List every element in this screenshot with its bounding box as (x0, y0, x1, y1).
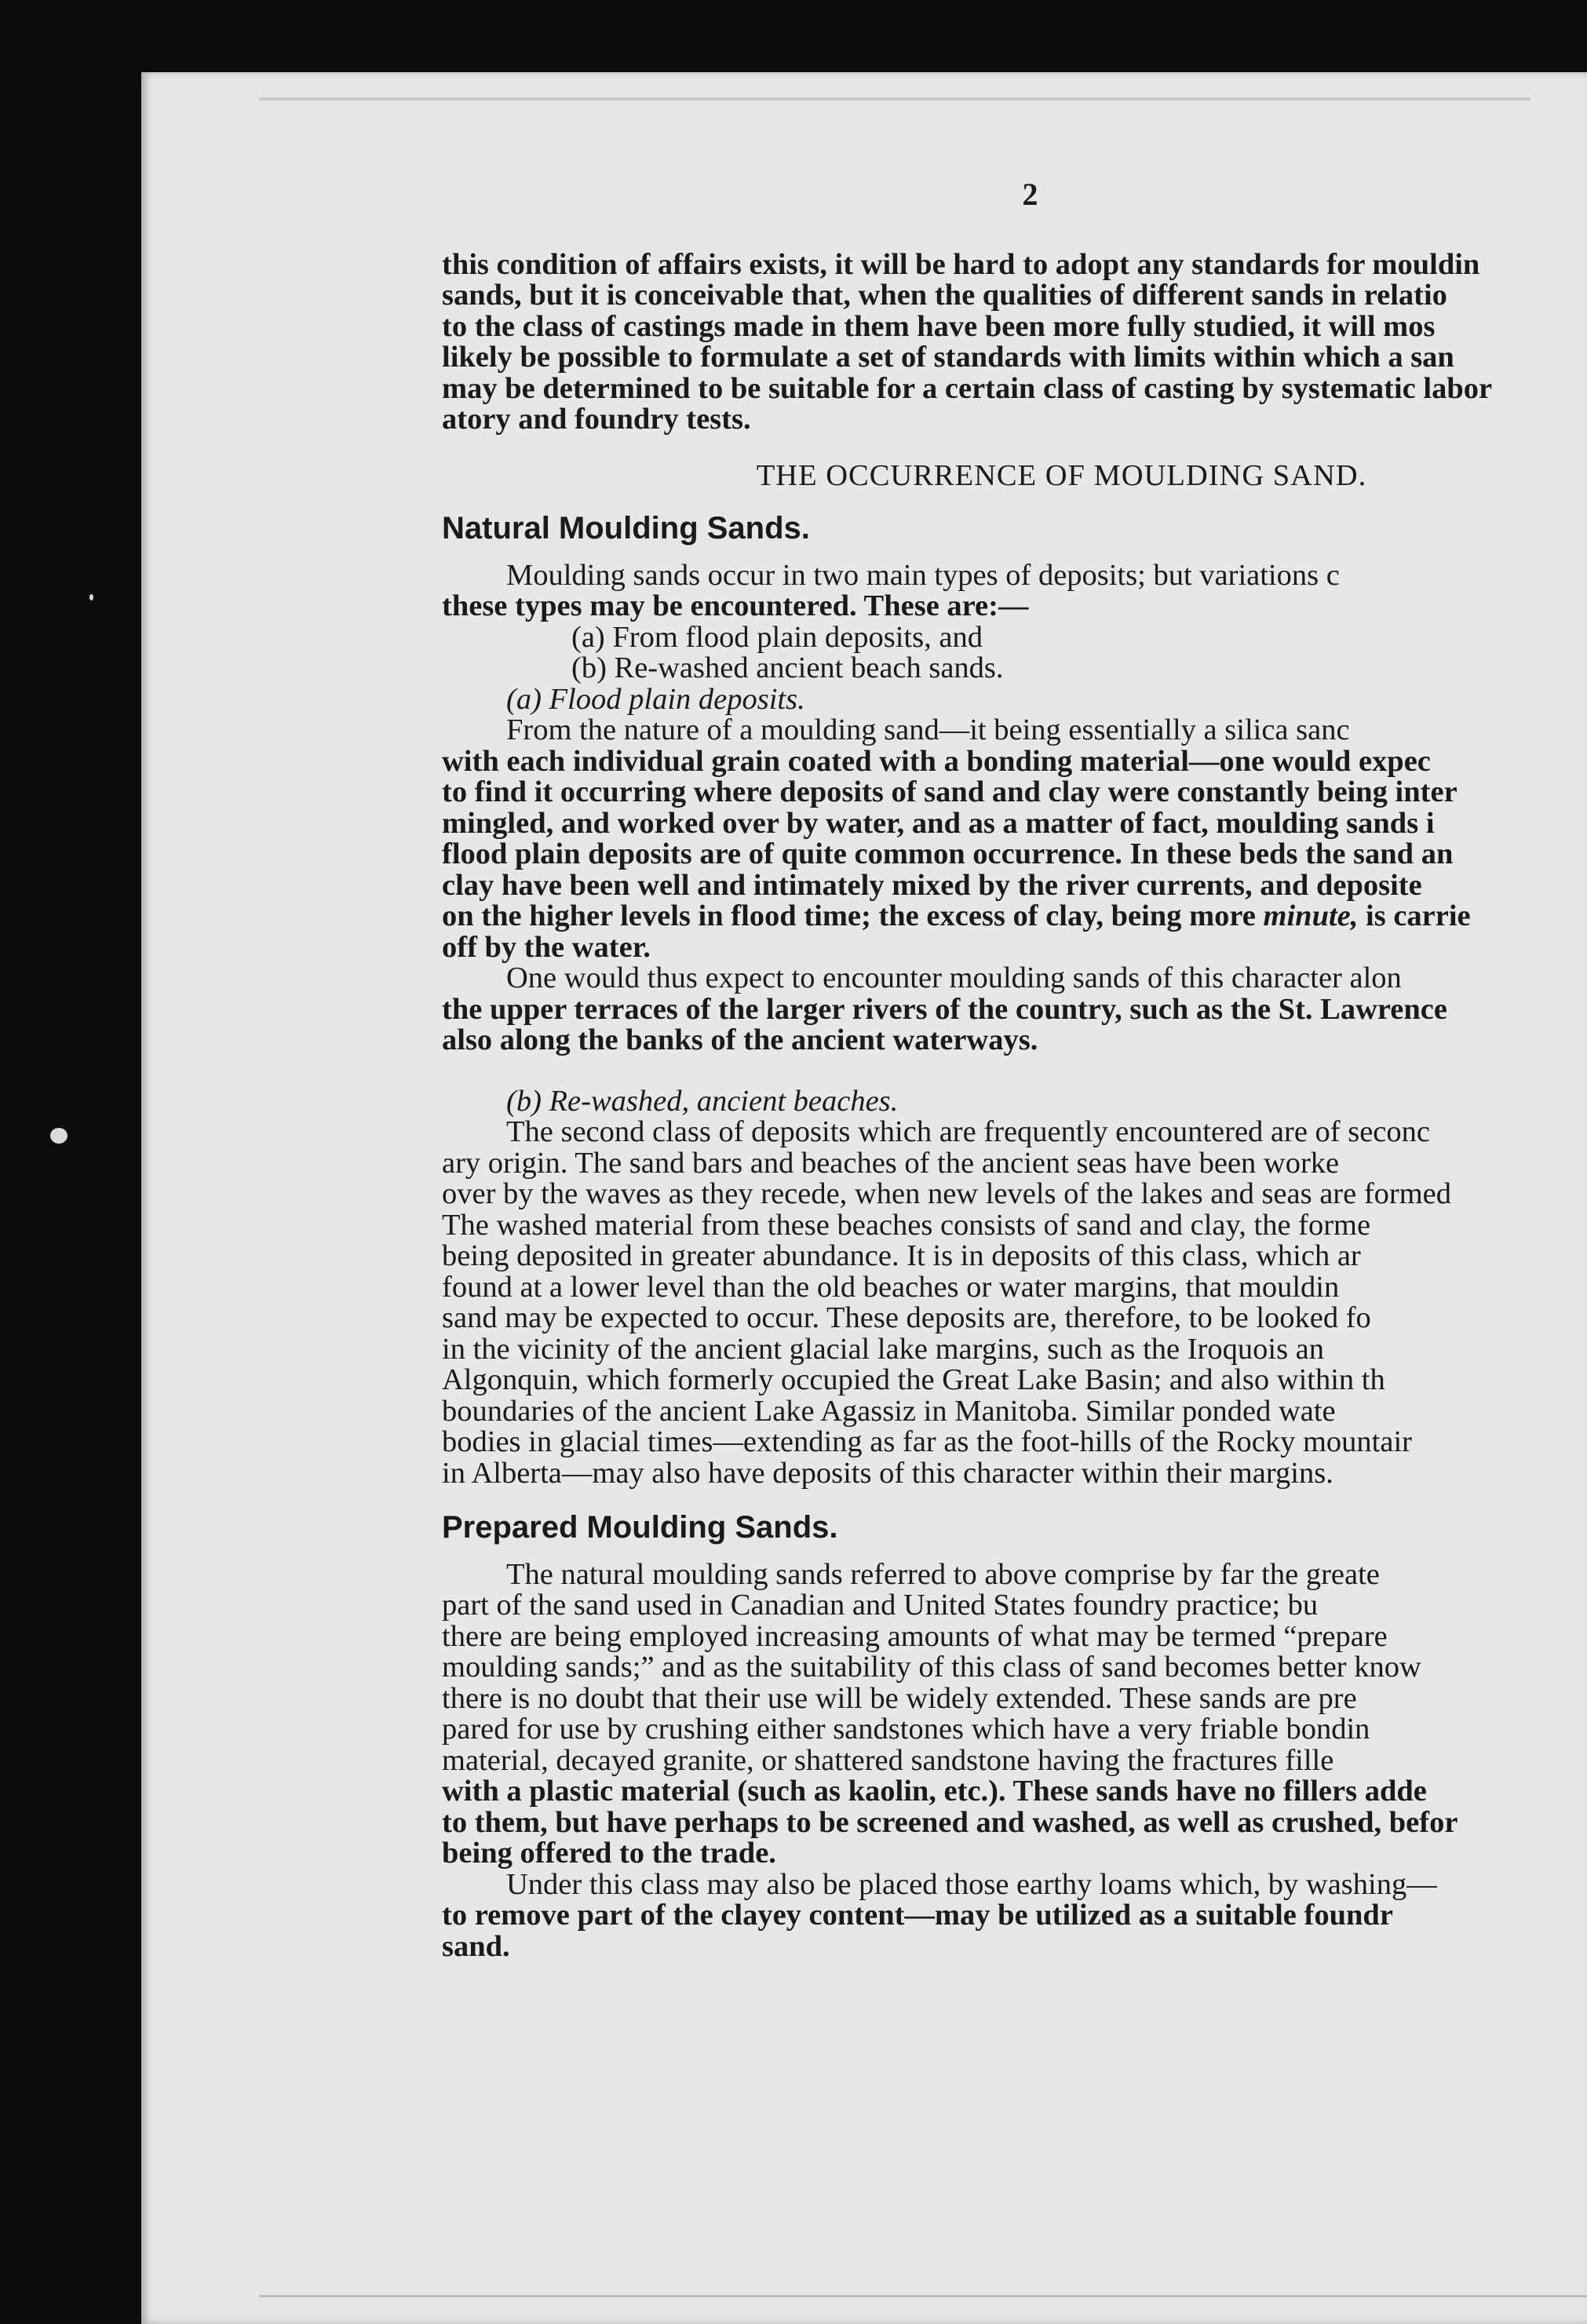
paragraph-line: to find it occurring where deposits of sand and clay were constantly being inter (442, 775, 1457, 808)
paragraph-line: being offered to the trade. (442, 1837, 776, 1870)
subheading-b (442, 1086, 1587, 1118)
heading-prepared-moulding-sands: Prepared Moulding Sands. (442, 1510, 838, 1545)
prepared-paragraph-1 (442, 1557, 1587, 1870)
document-body (442, 179, 1587, 1962)
paragraph-line: the upper terraces of the larger rivers of the country, such as the St. Lawrence (442, 992, 1447, 1026)
intro-line: atory and foundry tests. (442, 403, 751, 436)
flood-plain-paragraph (442, 715, 1587, 1056)
paragraph-line: From the nature of a moulding sand—it being essentially a silica sanc (506, 713, 1350, 746)
spacer (442, 1056, 1587, 1086)
margin-speck-small (89, 594, 93, 600)
paragraph-line: Moulding sands occur in two main types of deposits; but variations c (506, 558, 1340, 592)
emphasis-word: minute, (1263, 899, 1359, 932)
paragraph-line: Under this class may also be placed those earthy loams which, by washing— (506, 1867, 1437, 1901)
paragraph-line: One would thus expect to encounter moulding sands of this character alon (506, 961, 1402, 994)
spacer (442, 1489, 1587, 1512)
paragraph-line: on the higher levels in flood time; the excess of clay, being more minute, is carrie (442, 899, 1471, 932)
natural-intro-paragraph (442, 560, 1587, 716)
paragraph-line: The washed material from these beaches consists of sand and clay, the forme (442, 1208, 1371, 1242)
paragraph-line: being deposited in greater abundance. It is in deposits of this class, which ar (442, 1239, 1361, 1272)
paragraph-line: The second class of deposits which are frequently encountered are of seconc (506, 1115, 1430, 1148)
paragraph-line: found at a lower level than the old beaches or water margins, that mouldin (442, 1270, 1340, 1304)
paragraph-line: with a plastic material (such as kaolin, etc.). These sands have no fillers adde (442, 1775, 1427, 1808)
heading-natural-moulding-sands: Natural Moulding Sands. (442, 511, 810, 545)
paragraph-line: Algonquin, which formerly occupied the Great Lake Basin; and also within th (442, 1363, 1385, 1396)
paragraph-line: in the vicinity of the ancient glacial lake margins, such as the Iroquois an (442, 1332, 1325, 1366)
list-item: (b) Re-washed ancient beach sands. (571, 651, 1004, 684)
page-number: 2 (1022, 179, 1038, 212)
intro-line: this condition of affairs exists, it will be hard to adopt any standards for mouldin (442, 247, 1480, 281)
page-bottom-edge (259, 2295, 1587, 2297)
paragraph-line: moulding sands;” and as the suitability of this class of sand becomes better know (442, 1651, 1421, 1684)
paragraph-line: mingled, and worked over by water, and as a matter of fact, moulding sands i (442, 806, 1435, 840)
list-item: (a) From flood plain deposits, and (571, 620, 983, 654)
paragraph-line: bodies in glacial times—extending as far as the foot-hills of the Rocky mountair (442, 1425, 1412, 1458)
intro-line: to the class of castings made in them have been more fully studied, it will mos (442, 309, 1436, 343)
paragraph-line: material, decayed granite, or shattered sandstone having the fractures fille (442, 1743, 1334, 1777)
paragraph-line: with each individual grain coated with a bonding material—one would expec (442, 744, 1431, 778)
intro-line: may be determined to be suitable for a certain class of casting by systematic labor (442, 371, 1493, 405)
section-title: THE OCCURRENCE OF MOULDING SAND. (756, 458, 1367, 492)
paragraph-line: boundaries of the ancient Lake Agassiz in Manitoba. Similar ponded wate (442, 1394, 1336, 1428)
paragraph-line: to remove part of the clayey content—may be utilized as a suitable foundr (442, 1899, 1393, 1932)
paragraph-line: pared for use by crushing either sandstones which have a very friable bondin (442, 1713, 1370, 1746)
paragraph-line: these types may be encountered. These are:— (442, 589, 1029, 622)
paragraph-line: sand. (442, 1929, 510, 1962)
paragraph-line: off by the water. (442, 930, 651, 964)
intro-line: sands, but it is conceivable that, when the qualities of different sands in relatio (442, 279, 1447, 312)
paragraph-line: ary origin. The sand bars and beaches of the ancient seas have been worke (442, 1146, 1340, 1180)
subheading-label: (b) (506, 1084, 542, 1118)
intro-paragraph (442, 247, 1587, 436)
paragraph-line: in Alberta—may also have deposits of this character within their margins. (442, 1456, 1333, 1490)
prepared-paragraph-2 (442, 1867, 1587, 1963)
subheading-title: Re-washed, ancient beaches. (549, 1084, 899, 1118)
subheading-title: Flood plain deposits. (549, 682, 805, 716)
paragraph-line: over by the waves as they recede, when new levels of the lakes and seas are formed (442, 1177, 1452, 1210)
rewashed-beaches-paragraph (442, 1086, 1587, 1490)
paragraph-line: The natural moulding sands referred to above comprise by far the greate (506, 1557, 1380, 1591)
paragraph-line: clay have been well and intimately mixed by the river currents, and deposite (442, 868, 1422, 902)
paragraph-line: to them, but have perhaps to be screened and washed, as well as crushed, befor (442, 1805, 1458, 1839)
page-top-edge (259, 97, 1530, 100)
paragraph-line: there is no doubt that their use will be widely extended. These sands are pre (442, 1681, 1357, 1715)
subheading-a (442, 684, 1587, 716)
paragraph-line: also along the banks of the ancient waterways. (442, 1023, 1038, 1056)
paragraph-line: part of the sand used in Canadian and United States foundry practice; bu (442, 1589, 1319, 1622)
intro-line: likely be possible to formulate a set of standards with limits within which a san (442, 341, 1454, 374)
subheading-label: (a) (506, 682, 542, 716)
paragraph-line: sand may be expected to occur. These deposits are, therefore, to be looked fo (442, 1301, 1371, 1334)
margin-speck (50, 1128, 67, 1144)
paragraph-line: there are being employed increasing amounts of what may be termed “prepare (442, 1619, 1388, 1653)
paragraph-line: flood plain deposits are of quite common occurrence. In these beds the sand an (442, 837, 1454, 870)
